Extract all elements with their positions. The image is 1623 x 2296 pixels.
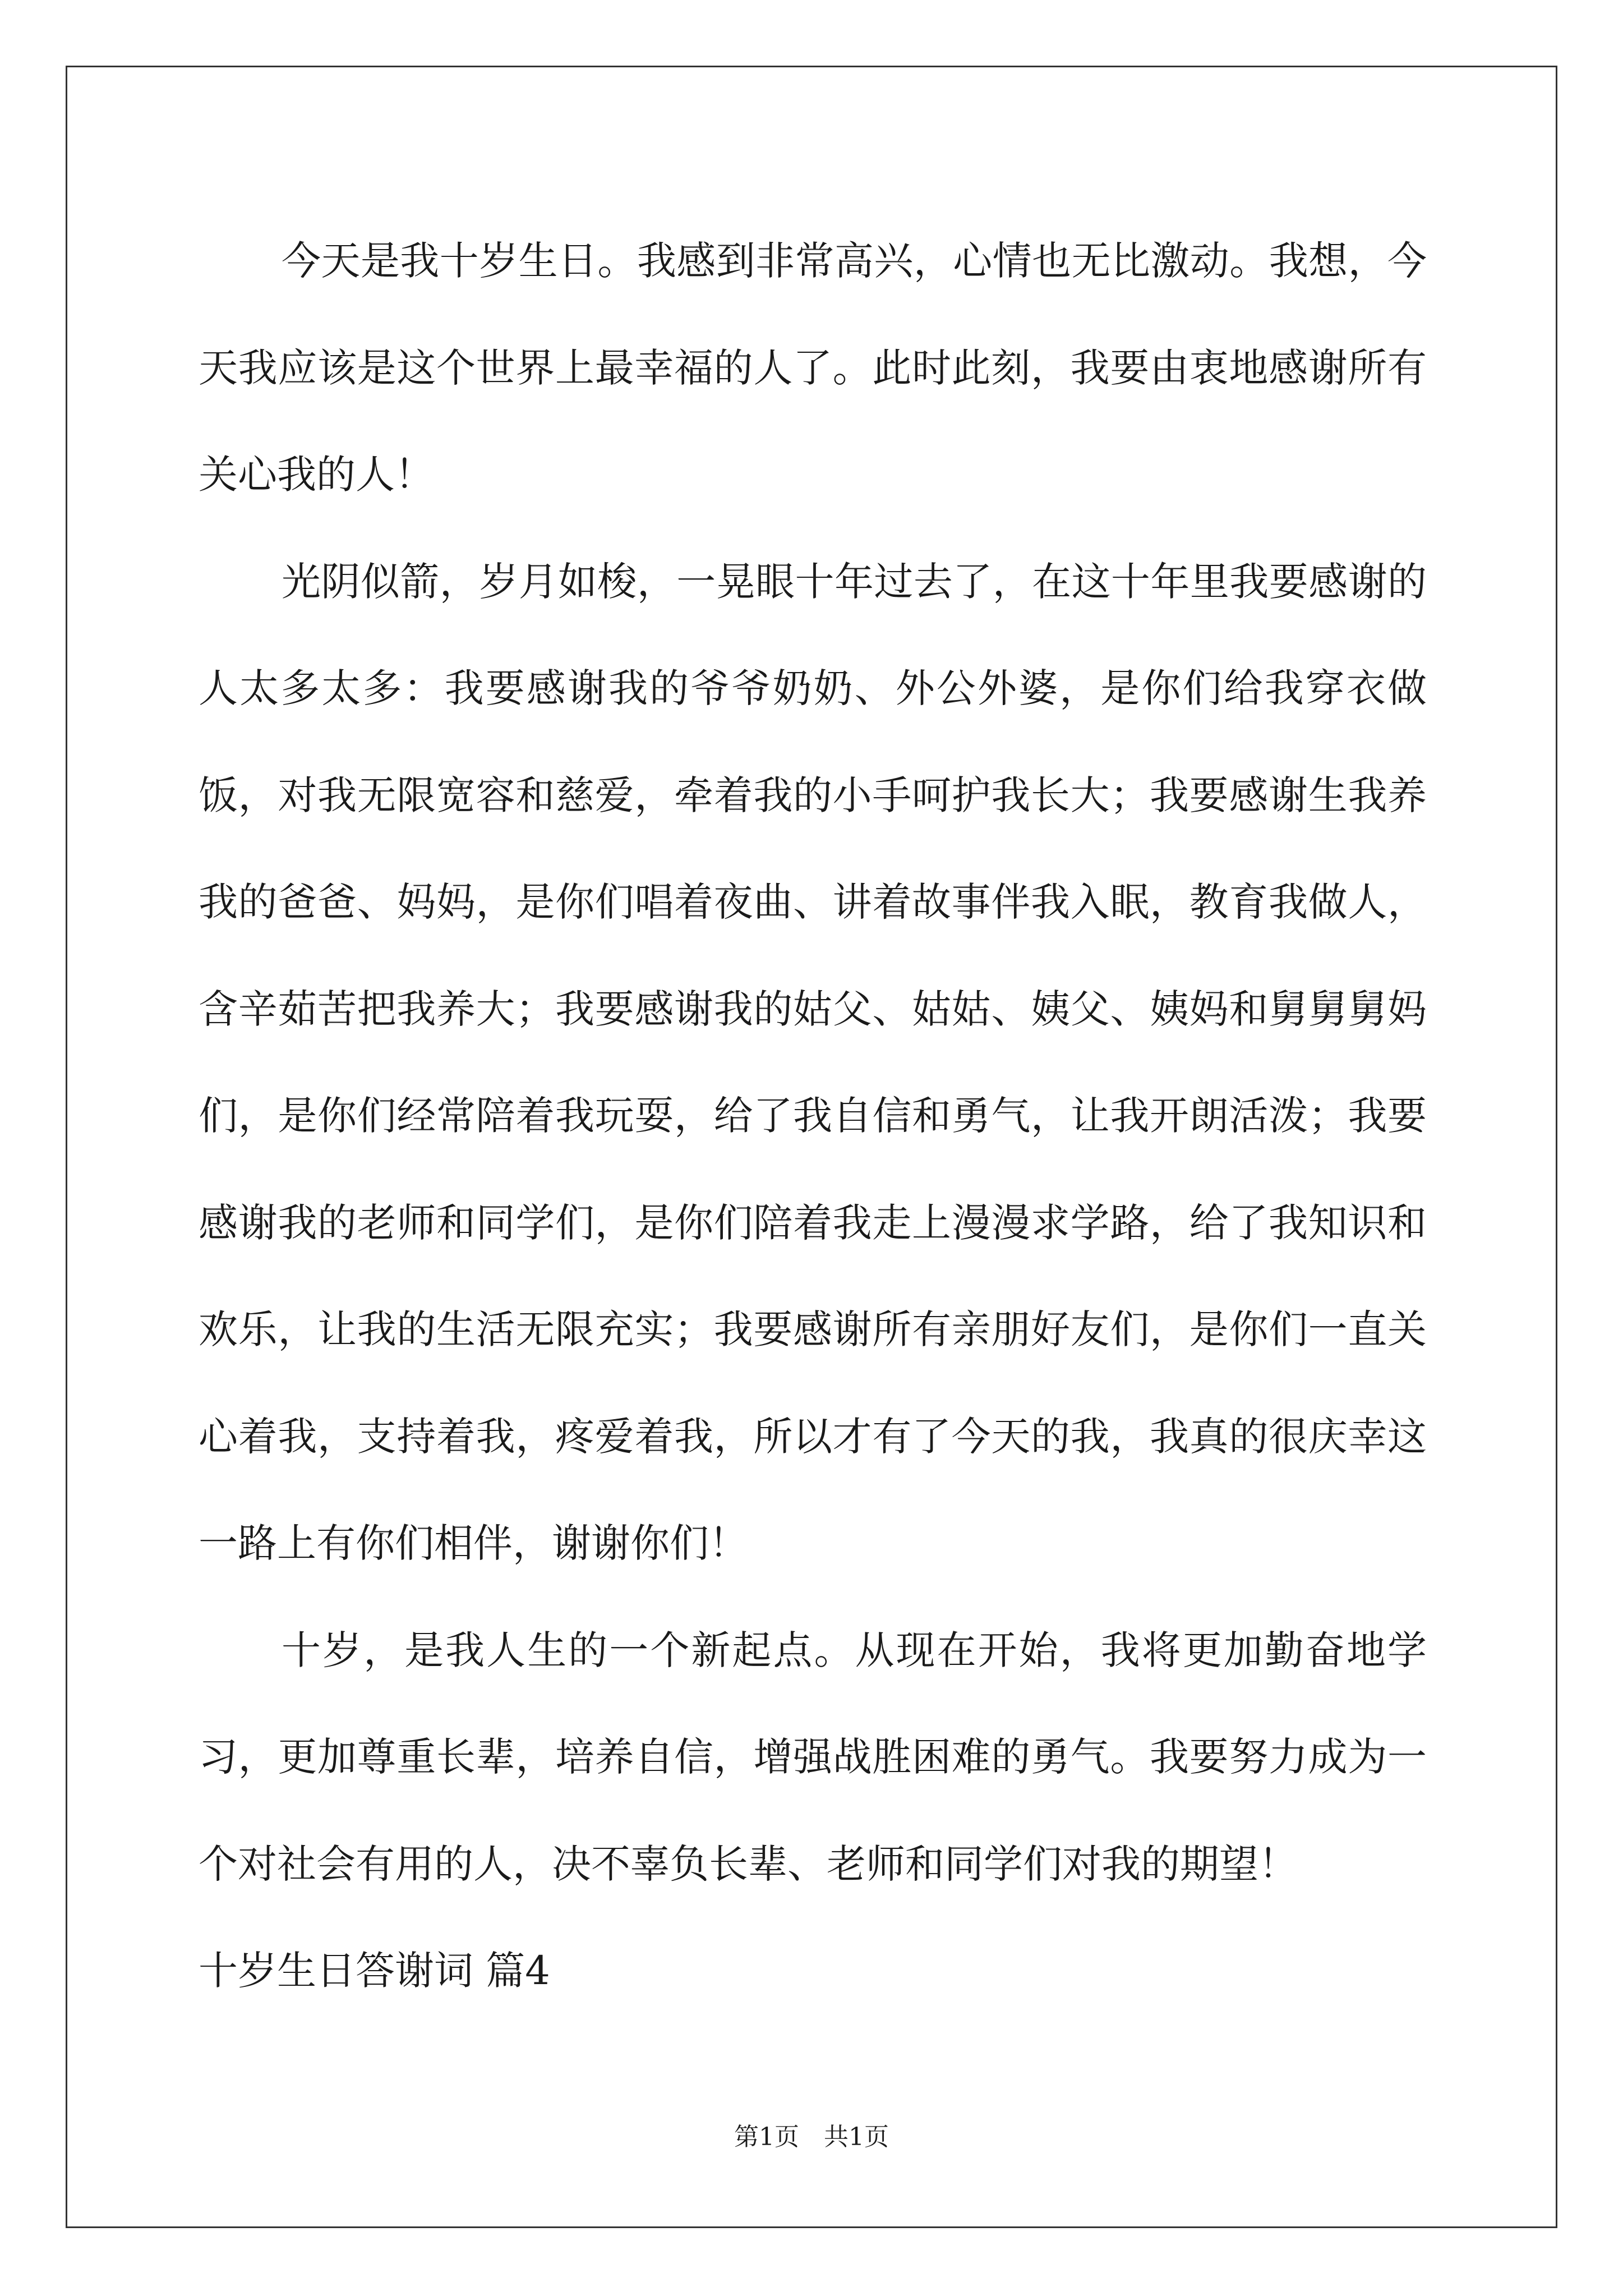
paragraph-1: 今天是我十岁生日。我感到非常高兴，心情也无比激动。我想，今天我应该是这个世界上最幸福的人了。此时此刻，我要由衷地感谢所有关心我的人！ xyxy=(199,238,1427,498)
paragraph-3: 十岁，是我人生的一个新起点。从现在开始，我将更加勤奋地学习，更加尊重长辈，培养自信，增强战胜困难的勇气。我要努力成为一个对社会有用的人，决不辜负长辈、老师和同学们对我的期望！ xyxy=(199,1627,1427,1887)
page-footer: 第1页 共1页 xyxy=(734,2123,889,2151)
paragraph-2: 光阴似箭，岁月如梭，一晃眼十年过去了，在这十年里我要感谢的人太多太多：我要感谢我的爷爷奶奶、外公外婆，是你们给我穿衣做饭，对我无限宽容和慈爱，牵着我的小手呵护我长大；我要感谢生我养我的爸爸、妈妈，是你们唱着夜曲、讲着故事伴我入眠，教育我做人，含辛茹苦把我养大；我要感谢我的姑父、姑姑、姨父、姨妈和舅舅舅妈们，是你们经常陪着我玩耍，给了我自信和勇气，让我开朗活泼；我要感谢我的老师和同学们，是你们陪着我走上漫漫求学路，给了我知识和欢乐，让我的生活无限充实；我要感谢所有亲朋好友们，是你们一直关心着我，支持着我，疼爱着我，所以才有了今天的我，我真的很庆幸这一路上有你们相伴，谢谢你们！ xyxy=(199,558,1427,1566)
section-heading: 十岁生日答谢词 篇4 xyxy=(199,1948,550,1994)
document-body xyxy=(199,208,1427,2024)
